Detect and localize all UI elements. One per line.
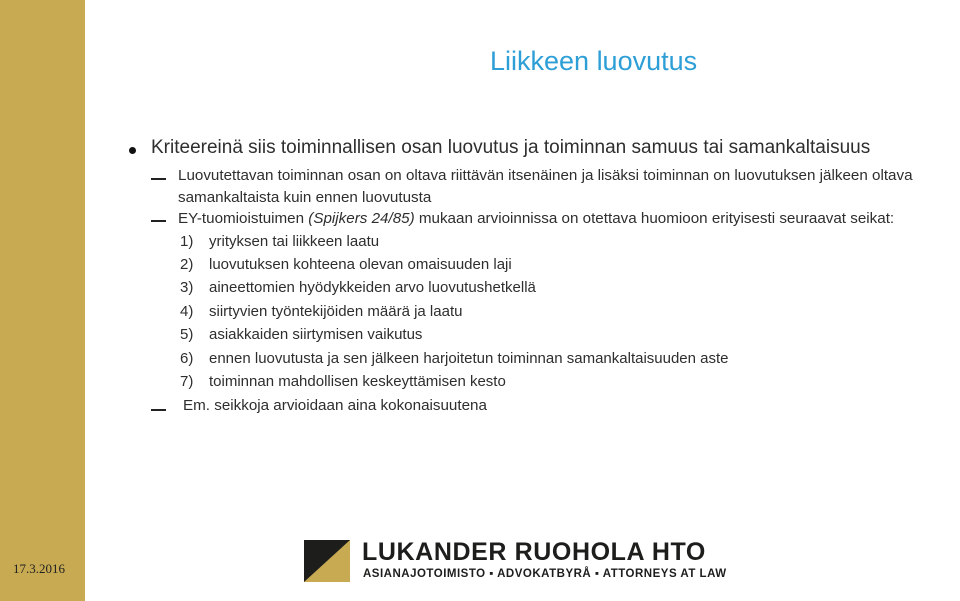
list-item-number: 4) bbox=[180, 303, 194, 320]
list-item: aineettomien hyödykkeiden arvo luovutushetkellä bbox=[209, 279, 536, 296]
list-item: yrityksen tai liikkeen laatu bbox=[209, 233, 380, 250]
sub-bullet-2 bbox=[178, 210, 894, 227]
main-bullet-text: Kriteereinä siis toiminnallisen osan luovutus ja toiminnan samuus tai samankaltaisuus bbox=[151, 137, 871, 158]
list-item: asiakkaiden siirtymisen vaikutus bbox=[209, 326, 423, 343]
slide-date: 17.3.2016 bbox=[13, 561, 65, 576]
sub-bullet-3: Em. seikkoja arvioidaan aina kokonaisuutena bbox=[183, 397, 487, 414]
list-item: toiminnan mahdollisen keskeyttämisen kesto bbox=[209, 373, 506, 390]
list-item: luovutuksen kohteena olevan omaisuuden laji bbox=[209, 256, 512, 273]
list-item-number: 5) bbox=[180, 326, 194, 343]
logo-mark-icon bbox=[304, 540, 350, 582]
logo-tagline: ASIANAJOTOIMISTO ▪ ADVOKATBYRÅ ▪ ATTORNEYS AT LAW bbox=[363, 568, 727, 580]
dash-icon bbox=[151, 178, 166, 180]
sub-bullet-1-line-1: Luovutettavan toiminnan osan on oltava riittävän itsenäinen ja lisäksi toiminnan on luovutuksen jälkeen oltava bbox=[178, 167, 913, 184]
list-item: siirtyvien työntekijöiden määrä ja laatu bbox=[209, 303, 463, 320]
list-item: ennen luovutusta ja sen jälkeen harjoitetun toiminnan samankaltaisuuden aste bbox=[209, 350, 729, 367]
sidebar-bar bbox=[0, 0, 85, 601]
list-item-number: 1) bbox=[180, 233, 194, 250]
sub-bullet-2-text-b: mukaan arvioinnissa on otettava huomioon erityisesti seuraavat seikat: bbox=[414, 210, 895, 227]
slide-title: Liikkeen luovutus bbox=[490, 46, 698, 76]
list-item-number: 2) bbox=[180, 256, 194, 273]
list-item-number: 3) bbox=[180, 279, 194, 296]
dash-icon bbox=[151, 220, 166, 222]
case-reference: (Spijkers 24/85) bbox=[308, 210, 415, 227]
list-item-number: 7) bbox=[180, 373, 194, 390]
list-item-number: 6) bbox=[180, 350, 194, 367]
bullet-dot-icon bbox=[129, 147, 136, 154]
dash-icon bbox=[151, 409, 166, 411]
sub-bullet-1-line-2: samankaltaista kuin ennen luovutusta bbox=[178, 189, 432, 206]
logo-firm-name: LUKANDER RUOHOLA HTO bbox=[362, 538, 706, 566]
sub-bullet-2-text-a: EY-tuomioistuimen bbox=[178, 210, 309, 227]
